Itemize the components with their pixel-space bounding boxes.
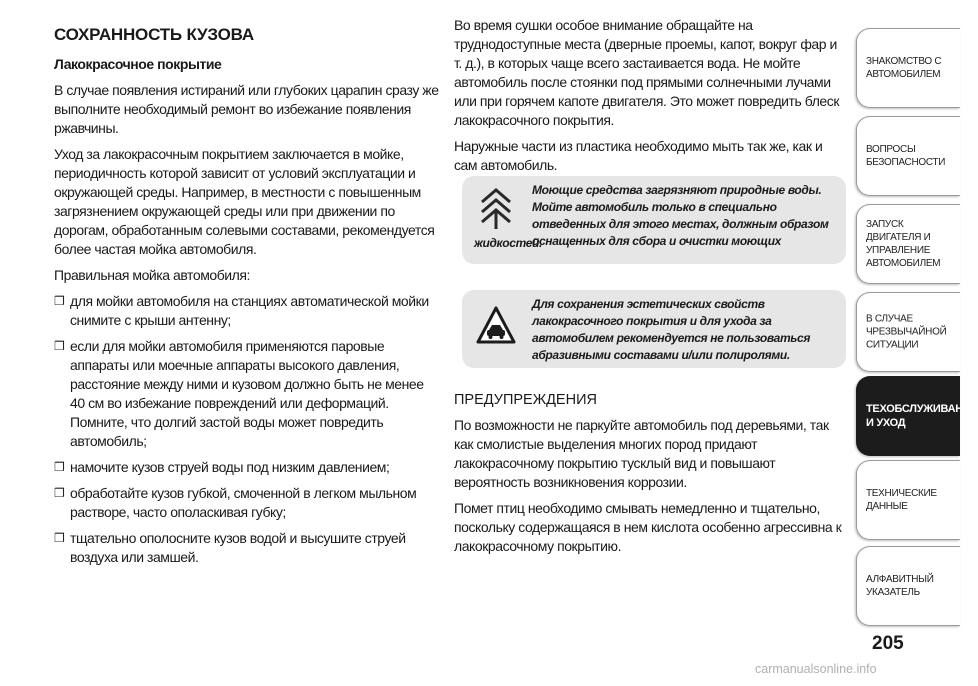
- washing-steps-list: [54, 292, 440, 567]
- watermark: carmanualsonline.info: [755, 662, 877, 676]
- paragraph: По возможности не паркуйте автомобиль под деревьями, так как смолистые выделения многих пород придают лакокрасочному покрытию тусклый вид и повышают вероятность возникновения коррозии.: [454, 417, 829, 490]
- tab-maintenance[interactable]: ТЕХОБСЛУЖИВАНИЕ И УХОД: [856, 376, 960, 456]
- paragraph: Во время сушки особое внимание обращайте на труднодоступные места (дверные проемы, капот, вокруг фар и т. д.), в которых чаще всего застаивается вода. Не мойте автомобиль после стоянки под прямыми солнечными лучами или при горячем капоте двигателя. Это может повредить блеск лакокрасочного покрытия.: [454, 17, 839, 128]
- list-item: ❒ обработайте кузов губкой, смоченной в легком мыльном растворе, часто ополаскивая губку;: [54, 484, 440, 522]
- paragraph: В случае появления истираний или глубоких царапин сразу же выполните необходимый ремонт во избежание появления ржавчины.: [54, 82, 439, 136]
- tab-index[interactable]: АЛФАВИТНЫЙ УКАЗАТЕЛЬ: [856, 546, 960, 626]
- list-item: ❒ для мойки автомобиля на станциях автоматической мойки снимите с крыши антенну;: [54, 292, 440, 330]
- paragraph: Помет птиц необходимо смывать немедленно и тщательно, поскольку содержащаяся в нем кислота особенно агрессивна к лакокрасочному покрытию.: [454, 500, 842, 554]
- warnings-section: [454, 390, 844, 563]
- tab-safety[interactable]: ВОПРОСЫ БЕЗОПАСНОСТИ: [856, 116, 960, 196]
- section-title: СОХРАННОСТЬ КУЗОВА: [54, 25, 254, 44]
- paragraph: Уход за лакокрасочным покрытием заключается в мойке, периодичность которой зависит от условий эксплуатации и окружающей среды. Например, в местности с повышенным загрязнением окружающей среды или при движении по дорогам, обработанным солевыми составами, рекомендуется более частая мойка автомобиля.: [54, 146, 435, 257]
- note-text: Для сохранения эстетических свойств лакокрасочного покрытия и для ухода за автомобилем рекомендуется не пользоваться абразивными составами и/или полиролями.: [532, 297, 811, 362]
- warning-car-icon: [476, 304, 516, 348]
- tree-icon: [476, 186, 516, 230]
- list-item: ❒ намочите кузов струей воды под низким давлением;: [54, 458, 440, 477]
- left-column: [54, 16, 440, 574]
- list-item: ❒ тщательно ополосните кузов водой и высушите струей воздуха или замшей.: [54, 529, 440, 567]
- paint-care-note: [462, 290, 846, 368]
- paragraph: Наружные части из пластика необходимо мыть так же, как и сам автомобиль.: [454, 138, 823, 173]
- note-text: Моющие средства загрязняют природные воды. Мойте автомобиль только в специально отведенных для этого местах, должным образом оснащенных для сбора и очистки моющих: [532, 183, 829, 248]
- tab-emergency[interactable]: В СЛУЧАЕ ЧРЕЗВЫЧАЙНОЙ СИТУАЦИИ: [856, 292, 960, 372]
- warnings-title: ПРЕДУПРЕЖДЕНИЯ: [454, 392, 597, 408]
- note-text-tail: жидкостей.: [474, 236, 543, 250]
- tab-engine-start[interactable]: ЗАПУСК ДВИГАТЕЛЯ И УПРАВЛЕНИЕ АВТОМОБИЛЕМ: [856, 204, 960, 284]
- environment-note: [462, 176, 846, 264]
- page-number: 205: [872, 633, 904, 654]
- paragraph: Правильная мойка автомобиля:: [54, 267, 250, 283]
- right-column: [454, 16, 844, 182]
- tab-technical-data[interactable]: ТЕХНИЧЕСКИЕ ДАННЫЕ: [856, 460, 960, 540]
- section-subtitle: Лакокрасочное покрытие: [54, 56, 222, 72]
- tab-intro[interactable]: ЗНАКОМСТВО С АВТОМОБИЛЕМ: [856, 28, 960, 108]
- list-item: ❒ если для мойки автомобиля применяются паровые аппараты или моечные аппараты высокого давления, расстояние между ними и кузовом должно быть не менее 40 см во избежание повреждений или деформаций. Помните, что долгий застой воды может повредить автомобиль;: [54, 337, 440, 451]
